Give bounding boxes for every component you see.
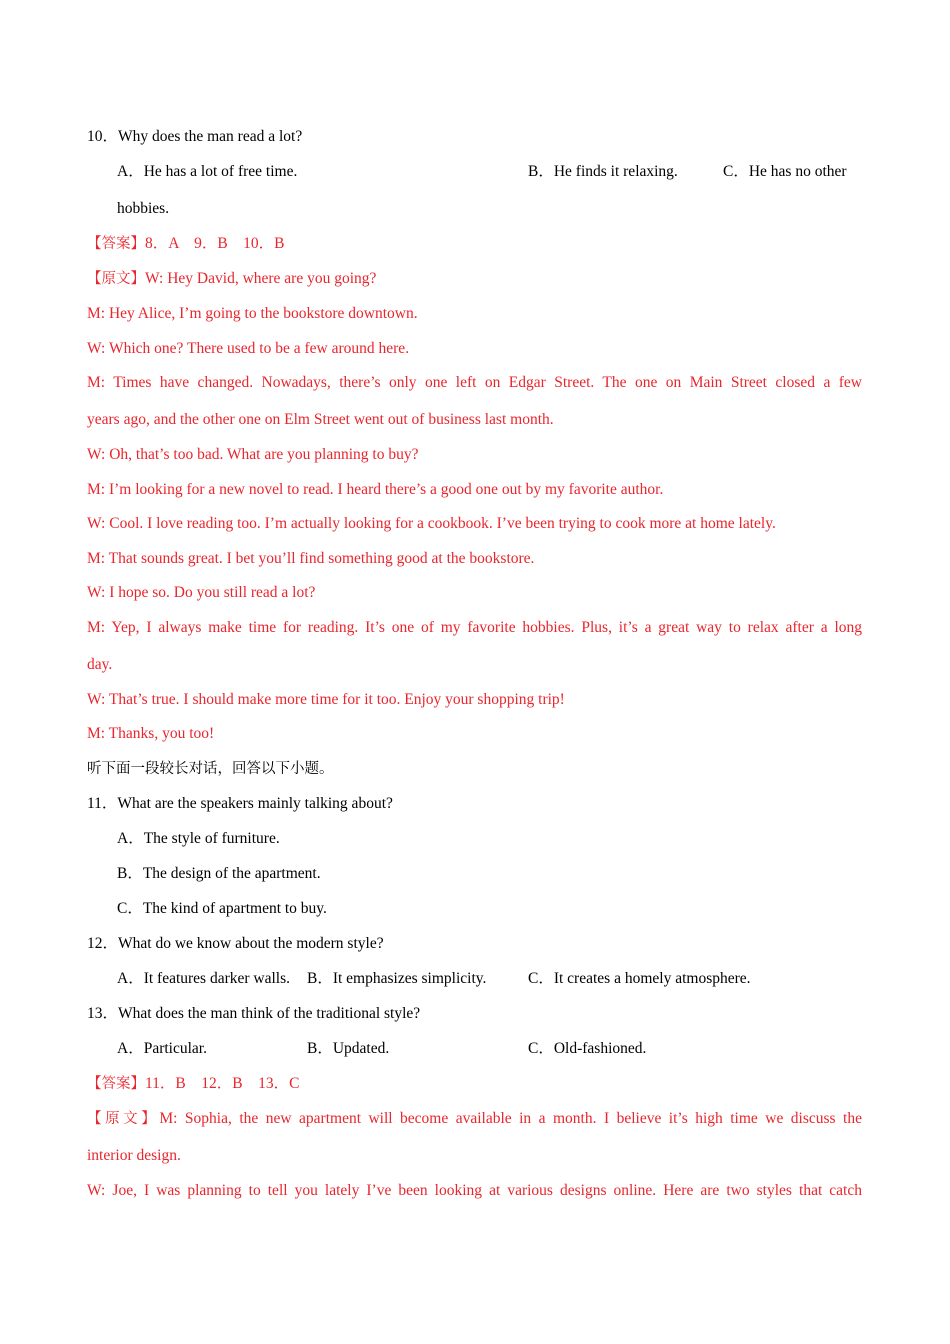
q10-option-c: C．He has no other — [723, 163, 847, 180]
q10-option-a: A．He has a lot of free time. — [117, 163, 298, 180]
transcript-line: W: Hey David, where are you going? — [145, 270, 377, 287]
answer-text: 8．A 9．B 10．B — [145, 235, 285, 252]
q13-option-c: C．Old-fashioned. — [528, 1040, 647, 1057]
answer-text: 11．B 12．B 13．C — [145, 1075, 300, 1092]
transcript-line: M: Thanks, you too! — [87, 725, 215, 742]
transcript-line: W: That’s true. I should make more time for it too. Enjoy your shopping trip! — [87, 691, 565, 708]
transcript-1-first — [87, 269, 862, 289]
transcript-line: M: Hey Alice, I’m going to the bookstore downtown. — [87, 305, 418, 322]
q11-option-a: A．The style of furniture. — [117, 830, 280, 847]
transcript-line: W: I hope so. Do you still read a lot? — [87, 584, 316, 601]
q12-option-b: B．It emphasizes simplicity. — [307, 970, 487, 987]
q12-option-a: A．It features darker walls. — [117, 970, 291, 987]
answer-8-10 — [87, 234, 862, 254]
q13-option-b: B．Updated. — [307, 1040, 390, 1057]
transcript-line: M: Times have changed. Nowadays, there’s only one left on Edgar Street. The one on Main Street closed a few — [87, 374, 862, 391]
transcript-line: M: That sounds great. I bet you’ll find something good at the bookstore. — [87, 550, 535, 567]
transcript-line: day. — [87, 656, 113, 673]
q10-option-b: B．He finds it relaxing. — [528, 163, 678, 180]
transcript-line: interior design. — [87, 1147, 181, 1164]
q13-option-a: A．Particular. — [117, 1040, 207, 1057]
q11-option-b: B．The design of the apartment. — [117, 865, 321, 882]
transcript-2-first — [87, 1109, 862, 1129]
q11-option-c: C．The kind of apartment to buy. — [117, 900, 327, 917]
transcript-line: M: Sophia, the new apartment will become available in a month. I believe it’s high time we discuss the — [159, 1110, 862, 1127]
transcript-line: W: Joe, I was planning to tell you lately I’ve been looking at various designs online. Here are two styles that catch — [87, 1182, 862, 1199]
transcript-line: M: I’m looking for a new novel to read. I heard there’s a good one out by my favorite author. — [87, 481, 664, 498]
transcript-tag: 【原文】 — [87, 1111, 160, 1127]
question-11: 11．What are the speakers mainly talking about? — [87, 795, 393, 812]
question-12: 12．What do we know about the modern style? — [87, 935, 384, 952]
transcript-tag: 【原文】 — [87, 271, 145, 287]
question-10: 10．Why does the man read a lot? — [87, 128, 303, 145]
q10-option-c-continued: hobbies. — [117, 200, 170, 217]
question-13: 13．What does the man think of the traditional style? — [87, 1005, 421, 1022]
transcript-line: W: Cool. I love reading too. I’m actually looking for a cookbook. I’ve been trying to cook more at home lately. — [87, 515, 776, 532]
answer-tag: 【答案】 — [87, 236, 145, 252]
transcript-line: years ago, and the other one on Elm Street went out of business last month. — [87, 411, 554, 428]
answer-tag: 【答案】 — [87, 1076, 145, 1092]
section-intro: 听下面一段较长对话，回答以下小题。 — [87, 761, 334, 777]
transcript-line: M: Yep, I always make time for reading. It’s one of my favorite hobbies. Plus, it’s a great way to relax after a long — [87, 619, 862, 636]
transcript-line: W: Which one? There used to be a few around here. — [87, 340, 410, 357]
transcript-line: W: Oh, that’s too bad. What are you planning to buy? — [87, 446, 419, 463]
answer-11-13 — [87, 1074, 862, 1094]
q12-option-c: C．It creates a homely atmosphere. — [528, 970, 751, 987]
